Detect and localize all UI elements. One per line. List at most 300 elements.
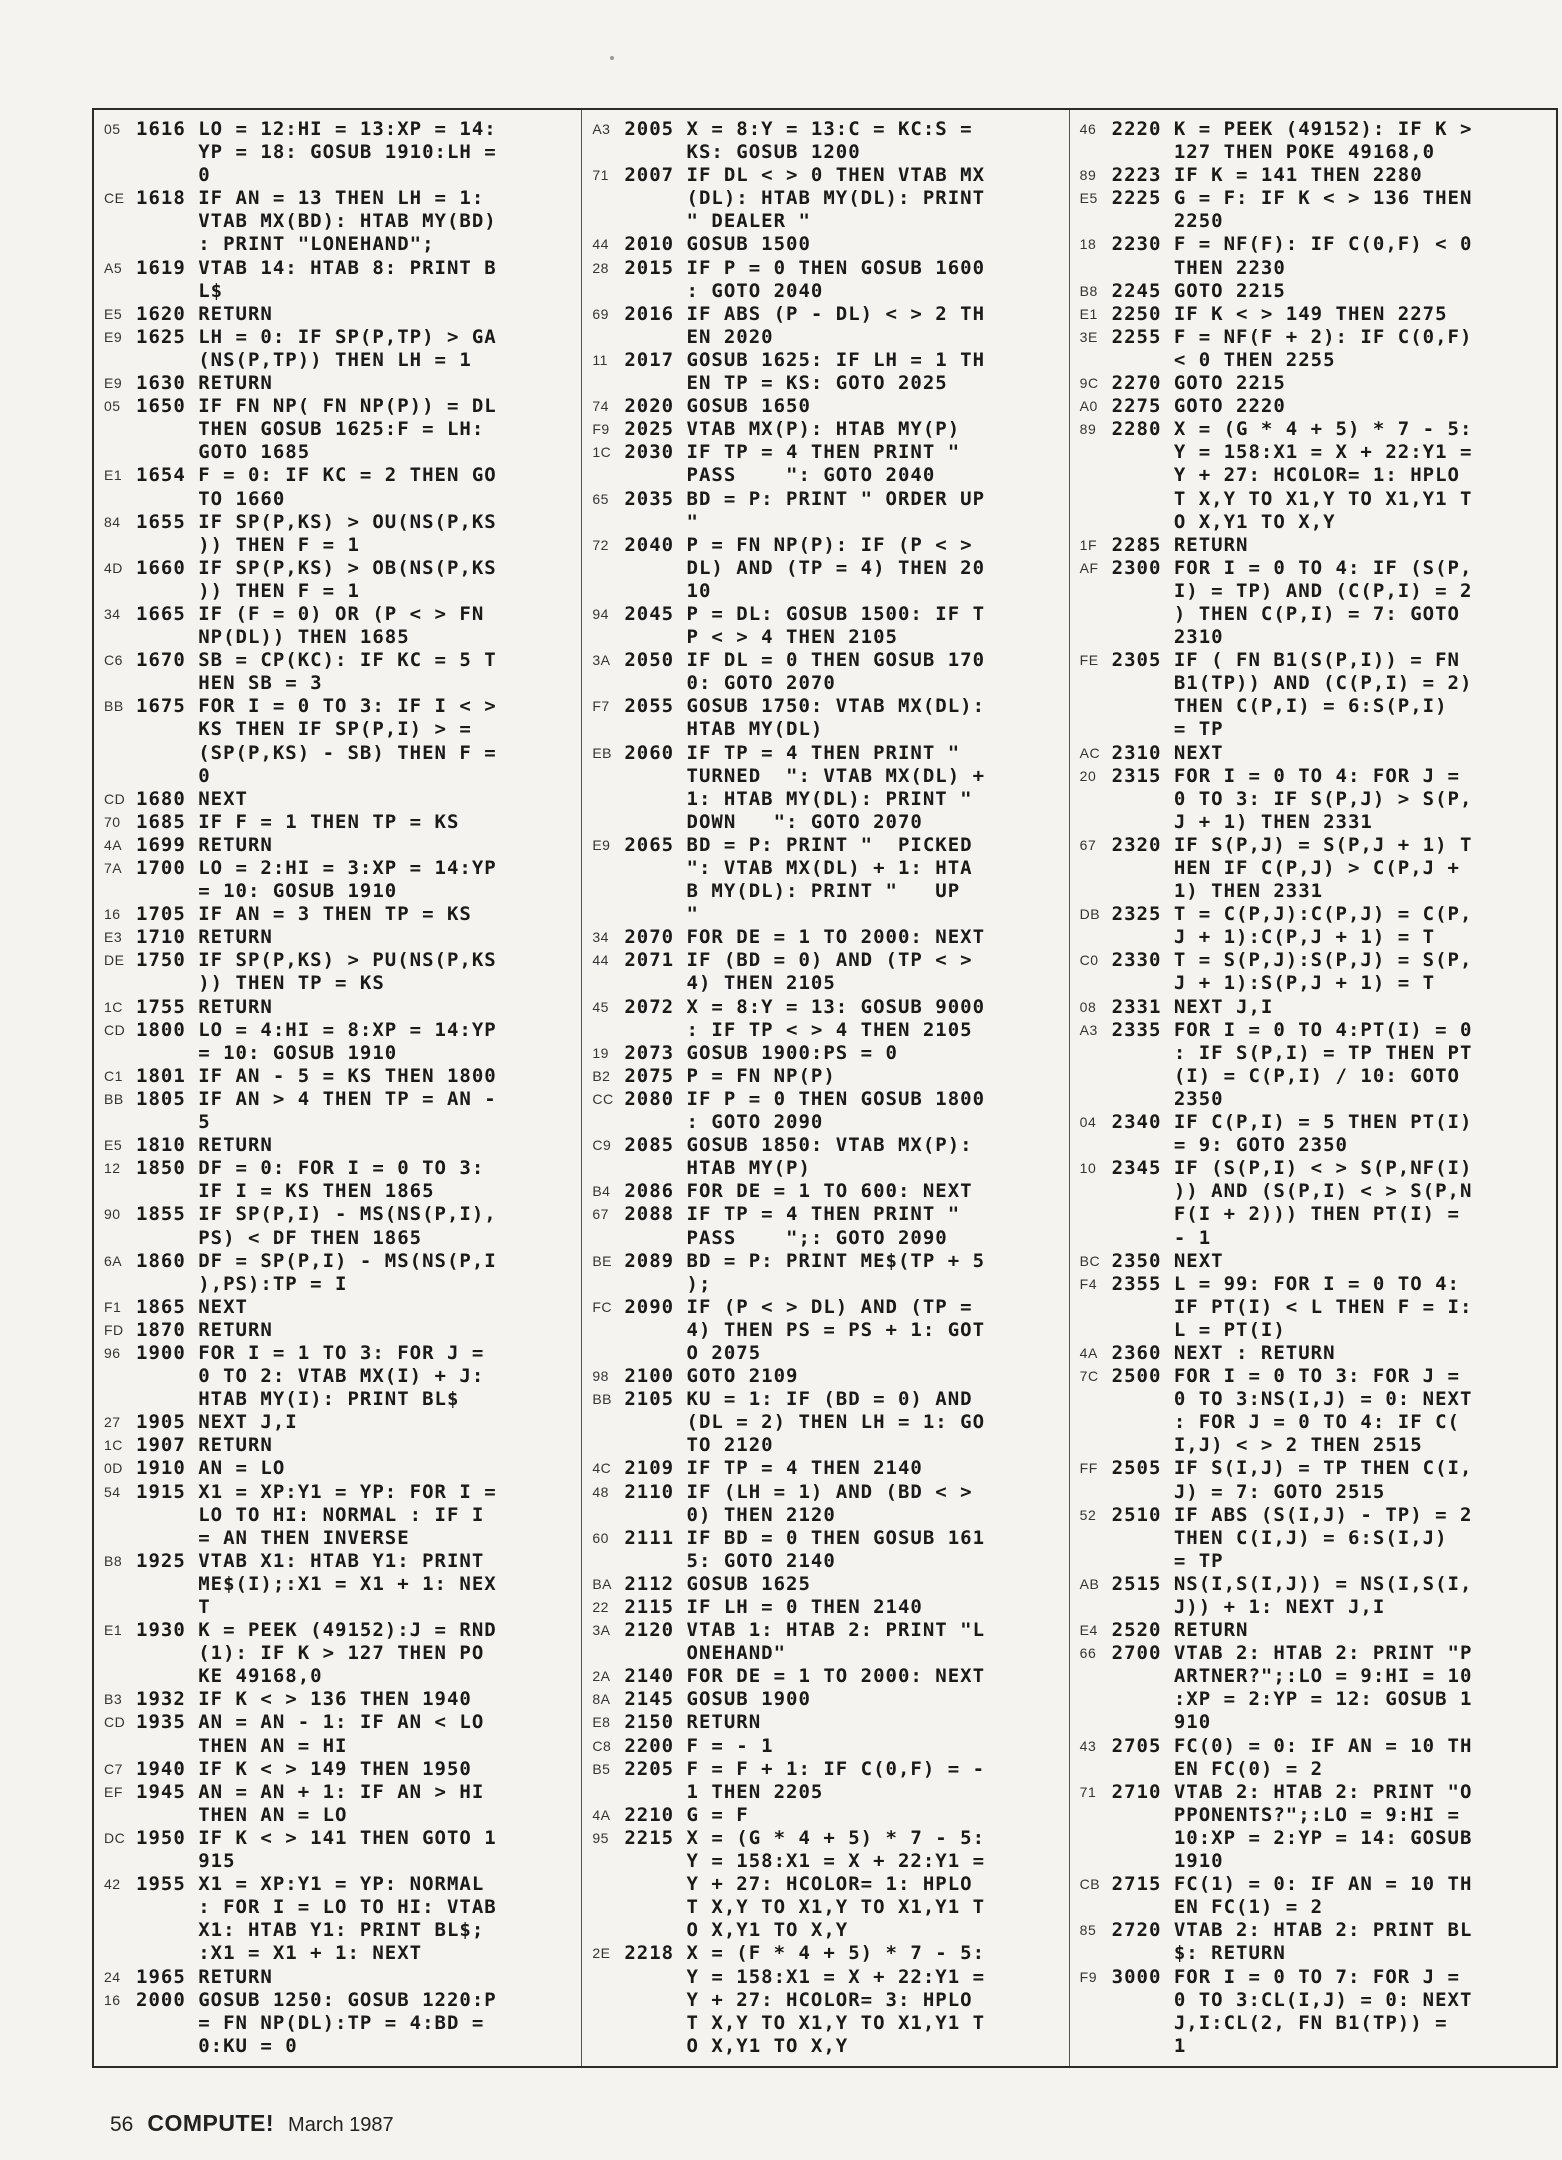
- code-line: [1080, 765, 1552, 834]
- checksum: CD: [104, 1021, 126, 1038]
- code-line: [592, 1665, 1064, 1688]
- code-line: [104, 603, 577, 649]
- code-text: 2007 IF DL < > 0 THEN VTAB MX (DL): HTAB MY(DL): PRINT " DEALER ": [624, 164, 986, 233]
- code-text: 2100 GOTO 2109: [624, 1365, 799, 1388]
- checksum: 3E: [1079, 328, 1098, 345]
- code-text: 2270 GOTO 2215: [1111, 372, 1286, 395]
- code-line: [592, 603, 1064, 649]
- code-line: [592, 695, 1064, 741]
- code-text: 2112 GOSUB 1625: [624, 1572, 811, 1595]
- code-text: 1630 RETURN: [136, 372, 273, 395]
- checksum: F9: [592, 421, 610, 438]
- code-text: 2055 GOSUB 1750: VTAB MX(DL): HTAB MY(DL): [624, 695, 986, 741]
- checksum: 7C: [1079, 1368, 1099, 1385]
- checksum: 22: [592, 1599, 609, 1615]
- code-line: [1080, 1573, 1552, 1619]
- code-line: [592, 418, 1064, 441]
- checksum: E5: [104, 1137, 123, 1154]
- code-text: 2000 GOSUB 1250: GOSUB 1220:P = FN NP(DL):TP = 4:BD = 0:KU = 0: [136, 1988, 497, 2057]
- checksum: C1: [104, 1067, 123, 1084]
- code-text: 1805 IF AN > 4 THEN TP = AN - 5: [136, 1087, 497, 1134]
- code-line: [104, 1989, 577, 2058]
- code-line: [1080, 280, 1552, 303]
- code-line: [592, 1573, 1064, 1596]
- code-line: [592, 1457, 1064, 1480]
- decorative-dot: [610, 56, 614, 60]
- checksum: A3: [592, 121, 611, 137]
- checksum: 4A: [1079, 1344, 1098, 1361]
- checksum: B2: [592, 1067, 611, 1084]
- checksum: 34: [592, 929, 609, 946]
- checksum: 2A: [592, 1668, 611, 1685]
- checksum: 05: [104, 121, 121, 137]
- checksum: 89: [1079, 421, 1097, 438]
- code-line: [104, 1203, 577, 1249]
- code-text: 2060 IF TP = 4 THEN PRINT " TURNED ": VTAB MX(DL) + 1: HTAB MY(DL): PRINT " DOWN ": GOTO 2070: [624, 741, 986, 833]
- code-text: 2218 X = (F * 4 + 5) * 7 - 5: Y = 158:X1 = X + 22:Y1 = Y + 27: HCOLOR= 3: HPLO T X,Y TO X1,Y TO X1,Y1 T O X,Y1 TO X,Y: [624, 1942, 986, 2057]
- code-line: [104, 1065, 577, 1088]
- code-line: [592, 1481, 1064, 1527]
- code-text: 2070 FOR DE = 1 TO 2000: NEXT: [624, 926, 986, 949]
- code-text: 1850 DF = 0: FOR I = 0 TO 3: IF I = KS THEN 1865: [136, 1157, 485, 1203]
- checksum: 69: [592, 305, 609, 322]
- code-text: 2331 NEXT J,I: [1111, 995, 1274, 1018]
- code-line: [592, 1758, 1064, 1804]
- code-line: [1080, 1019, 1552, 1111]
- code-text: 2215 X = (G * 4 + 5) * 7 - 5: Y = 158:X1 = X + 22:Y1 = Y + 27: HCOLOR= 1: HPLO T X,Y TO X1,Y TO X1,Y1 T O X,Y1 TO X,Y: [624, 1826, 986, 1942]
- code-line: [592, 1619, 1064, 1665]
- code-line: [104, 1019, 577, 1065]
- code-line: [592, 649, 1064, 695]
- checksum: 16: [104, 1991, 121, 2008]
- checksum: DB: [1079, 906, 1101, 923]
- code-line: [592, 233, 1064, 256]
- code-text: 2086 FOR DE = 1 TO 600: NEXT: [624, 1180, 973, 1203]
- checksum: 70: [104, 813, 121, 830]
- code-text: 1925 VTAB X1: HTAB Y1: PRINT ME$(I);:X1 = X1 + 1: NEX T: [136, 1549, 497, 1618]
- code-text: 2015 IF P = 0 THEN GOSUB 1600 : GOTO 2040: [624, 256, 986, 302]
- code-text: 1620 RETURN: [136, 302, 273, 325]
- code-text: 2071 IF (BD = 0) AND (TP < > 4) THEN 2105: [624, 949, 973, 995]
- listing-column-3: [1069, 110, 1556, 2066]
- checksum: 1C: [104, 998, 123, 1015]
- checksum: CE: [104, 190, 125, 207]
- code-text: 2088 IF TP = 4 THEN PRINT " PASS ";: GOTO 2090: [624, 1203, 961, 1249]
- checksum: E5: [104, 305, 123, 322]
- checksum: 89: [1079, 167, 1097, 184]
- code-text: 2145 GOSUB 1900: [624, 1688, 811, 1711]
- checksum: A0: [1079, 398, 1098, 415]
- code-line: [592, 1250, 1064, 1296]
- code-text: 1950 IF K < > 141 THEN GOTO 1 915: [136, 1826, 497, 1873]
- code-line: [104, 372, 577, 395]
- code-line: [1080, 1273, 1552, 1342]
- checksum: 74: [592, 398, 609, 415]
- code-text: 2700 VTAB 2: HTAB 2: PRINT "P ARTNER?";:LO = 9:HI = 10 :XP = 2:YP = 12: GOSUB 1 910: [1111, 1642, 1473, 1734]
- code-line: [104, 834, 577, 857]
- code-text: 2310 NEXT: [1111, 741, 1224, 764]
- code-line: [592, 164, 1064, 233]
- code-line: [104, 187, 577, 256]
- checksum: C7: [104, 1760, 123, 1777]
- code-line: [1080, 1919, 1552, 1965]
- checksum: F1: [104, 1298, 122, 1315]
- code-line: [1080, 164, 1552, 187]
- code-text: 2075 P = FN NP(P): [624, 1064, 836, 1087]
- checksum: AC: [1079, 744, 1101, 761]
- code-line: [1080, 1504, 1552, 1573]
- checksum: 27: [104, 1414, 121, 1431]
- code-line: [592, 1942, 1064, 2057]
- page-footer: [110, 2110, 394, 2137]
- code-line: [104, 1550, 577, 1619]
- code-text: 1955 X1 = XP:Y1 = YP: NORMAL : FOR I = LO TO HI: VTAB X1: HTAB Y1: PRINT BL$; :X1 = X1 + 1: NEXT: [136, 1873, 497, 1965]
- checksum: 94: [592, 605, 609, 622]
- checksum: 19: [592, 1044, 609, 1061]
- code-text: 2280 X = (G * 4 + 5) * 7 - 5: Y = 158:X1 = X + 22:Y1 = Y + 27: HCOLOR= 1: HPLO T X,Y TO X1,Y TO X1,Y1 T O X,Y1 TO X,Y: [1111, 418, 1473, 533]
- code-text: 1930 K = PEEK (49152):J = RND (1): IF K > 127 THEN PO KE 49168,0: [136, 1619, 497, 1688]
- code-text: 2085 GOSUB 1850: VTAB MX(P): HTAB MY(P): [624, 1134, 973, 1180]
- code-line: [592, 1827, 1064, 1942]
- code-text: 1870 RETURN: [136, 1318, 273, 1341]
- checksum: 90: [104, 1206, 121, 1223]
- code-text: 2325 T = C(P,J):C(P,J) = C(P, J + 1):C(P,J + 1) = T: [1111, 903, 1473, 949]
- code-text: 2025 VTAB MX(P): HTAB MY(P): [624, 418, 961, 441]
- code-line: [104, 1434, 577, 1457]
- code-text: 2223 IF K = 141 THEN 2280: [1111, 164, 1423, 187]
- code-line: [104, 1827, 577, 1873]
- code-line: [104, 1711, 577, 1757]
- code-line: [104, 303, 577, 326]
- checksum: CD: [104, 790, 126, 807]
- code-line: [1080, 649, 1552, 741]
- code-line: [1080, 834, 1552, 903]
- code-line: [1080, 1642, 1552, 1734]
- code-line: [104, 118, 577, 187]
- code-line: [104, 1342, 577, 1411]
- checksum: 24: [104, 1968, 121, 1985]
- code-text: 2510 IF ABS (S(I,J) - TP) = 2 THEN C(I,J) = 6:S(I,J) = TP: [1111, 1503, 1473, 1572]
- code-line: [1080, 233, 1552, 279]
- checksum: 1F: [1079, 536, 1097, 553]
- checksum: 7A: [104, 860, 123, 876]
- code-text: 2330 T = S(P,J):S(P,J) = S(P, J + 1):S(P,J + 1) = T: [1111, 949, 1473, 995]
- checksum: 16: [104, 906, 121, 923]
- code-text: 2350 NEXT: [1111, 1249, 1224, 1272]
- code-text: 2089 BD = P: PRINT ME$(TP + 5 );: [624, 1249, 986, 1295]
- checksum: E4: [1079, 1622, 1098, 1639]
- code-text: 2210 G = F: [624, 1803, 749, 1826]
- checksum: 18: [1079, 236, 1097, 253]
- code-line: [104, 996, 577, 1019]
- checksum: DE: [104, 952, 125, 969]
- code-line: [104, 788, 577, 811]
- code-line: [592, 1527, 1064, 1573]
- code-line: [1080, 1457, 1552, 1503]
- code-text: 2720 VTAB 2: HTAB 2: PRINT BL $: RETURN: [1111, 1919, 1473, 1965]
- checksum: CD: [104, 1714, 126, 1731]
- code-text: 2340 IF C(P,I) = 5 THEN PT(I) = 9: GOTO 2350: [1111, 1111, 1473, 1157]
- checksum: BE: [592, 1252, 613, 1269]
- code-text: 1860 DF = SP(P,I) - MS(NS(P,I ),PS):TP = I: [136, 1249, 497, 1295]
- checksum: AB: [1079, 1575, 1100, 1592]
- checksum: EF: [104, 1783, 123, 1800]
- code-line: [592, 303, 1064, 349]
- checksum: 2E: [592, 1945, 611, 1962]
- code-text: 3000 FOR I = 0 TO 7: FOR J = 0 TO 3:CL(I,J) = 0: NEXT J,I:CL(2, FN B1(TP)) = 1: [1111, 1965, 1473, 2057]
- code-text: 2020 GOSUB 1650: [624, 395, 811, 418]
- checksum: E9: [104, 375, 123, 392]
- code-text: 1650 IF FN NP( FN NP(P)) = DL THEN GOSUB 1625:F = LH: GOTO 1685: [136, 395, 497, 464]
- code-text: 1910 AN = LO: [136, 1457, 286, 1480]
- checksum: C0: [1079, 952, 1099, 969]
- code-text: 2045 P = DL: GOSUB 1500: IF T P < > 4 THEN 2105: [624, 602, 986, 649]
- code-text: 2355 L = 99: FOR I = 0 TO 4: IF PT(I) < L THEN F = I: L = PT(I): [1111, 1272, 1473, 1341]
- page-number: 56: [110, 2113, 134, 2136]
- code-line: [104, 1758, 577, 1781]
- checksum: 10: [1079, 1160, 1097, 1177]
- code-line: [592, 1596, 1064, 1619]
- code-text: 2515 NS(I,S(I,J)) = NS(I,S(I, J)) + 1: NEXT J,I: [1111, 1572, 1473, 1618]
- code-text: 2065 BD = P: PRINT " PICKED ": VTAB MX(DL) + 1: HTA B MY(DL): PRINT " UP ": [624, 833, 973, 926]
- code-text: 1900 FOR I = 1 TO 3: FOR J = 0 TO 2: VTAB MX(I) + J: HTAB MY(I): PRINT BL$: [136, 1341, 485, 1411]
- checksum: 42: [104, 1876, 121, 1893]
- checksum: 45: [592, 998, 609, 1015]
- code-line: [1080, 372, 1552, 395]
- code-line: [592, 1134, 1064, 1180]
- code-line: [104, 1157, 577, 1203]
- code-text: 1700 LO = 2:HI = 3:XP = 14:YP = 10: GOSUB 1910: [136, 857, 497, 903]
- code-text: 1865 NEXT: [136, 1295, 248, 1318]
- code-text: 2120 VTAB 1: HTAB 2: PRINT "L ONEHAND": [624, 1619, 986, 1665]
- code-line: [104, 1319, 577, 1342]
- code-text: 2225 G = F: IF K < > 136 THEN 2250: [1111, 187, 1473, 233]
- code-line: [592, 1688, 1064, 1711]
- code-text: 1654 F = 0: IF KC = 2 THEN GO TO 1660: [136, 464, 497, 510]
- code-line: [104, 811, 577, 834]
- code-line: [592, 1088, 1064, 1134]
- code-text: 1801 IF AN - 5 = KS THEN 1800: [136, 1064, 497, 1087]
- code-line: [592, 534, 1064, 603]
- code-line: [104, 511, 577, 557]
- checksum: 98: [592, 1368, 609, 1385]
- checksum: E1: [104, 1622, 123, 1639]
- checksum: CB: [1079, 1876, 1101, 1893]
- code-line: [592, 1042, 1064, 1065]
- code-text: 1705 IF AN = 3 THEN TP = KS: [136, 903, 472, 926]
- code-line: [592, 1365, 1064, 1388]
- code-text: 1675 FOR I = 0 TO 3: IF I < > KS THEN IF SP(P,I) > = (SP(P,KS) - SB) THEN F = 0: [136, 695, 497, 787]
- checksum: BB: [592, 1391, 613, 1408]
- code-line: [104, 257, 577, 303]
- code-text: 1655 IF SP(P,KS) > OU(NS(P,KS )) THEN F = 1: [136, 510, 497, 556]
- checksum: BB: [104, 1090, 124, 1107]
- checksum: 34: [104, 605, 121, 622]
- code-text: 1800 LO = 4:HI = 8:XP = 14:YP = 10: GOSUB 1910: [136, 1018, 497, 1064]
- code-text: 2115 IF LH = 0 THEN 2140: [624, 1596, 923, 1618]
- checksum: 9C: [1079, 375, 1099, 392]
- code-line: [104, 395, 577, 464]
- code-line: [592, 1804, 1064, 1827]
- code-line: [1080, 949, 1552, 995]
- code-line: [592, 1065, 1064, 1088]
- checksum: 44: [592, 236, 609, 253]
- checksum: 44: [592, 952, 609, 969]
- code-line: [592, 1388, 1064, 1457]
- checksum: AF: [1079, 559, 1099, 576]
- listing-column-1: [94, 110, 581, 2066]
- code-text: 1685 IF F = 1 THEN TP = KS: [136, 810, 460, 833]
- code-line: [104, 464, 577, 510]
- checksum: 67: [592, 1206, 609, 1223]
- checksum: E1: [104, 467, 123, 484]
- code-text: 1665 IF (F = 0) OR (P < > FN NP(DL)) THEN 1685: [136, 602, 485, 649]
- code-text: 2030 IF TP = 4 THEN PRINT " PASS ": GOTO 2040: [624, 441, 961, 487]
- code-line: [104, 1781, 577, 1827]
- checksum: 6A: [104, 1252, 123, 1269]
- code-line: [1080, 1873, 1552, 1919]
- code-text: 1616 LO = 12:HI = 13:XP = 14: YP = 18: GOSUB 1910:LH = 0: [136, 118, 497, 187]
- code-line: [1080, 1619, 1552, 1642]
- checksum: 3A: [592, 1622, 611, 1639]
- code-line: [592, 1296, 1064, 1365]
- code-text: 2150 RETURN: [624, 1711, 762, 1734]
- code-line: [1080, 996, 1552, 1019]
- code-text: 2305 IF ( FN B1(S(P,I)) = FN B1(TP)) AND (C(P,I) = 2) THEN C(P,I) = 6:S(P,I) = TP: [1111, 649, 1473, 741]
- code-line: [1080, 1250, 1552, 1273]
- code-line: [592, 1711, 1064, 1734]
- code-line: [104, 649, 577, 695]
- code-text: 1935 AN = AN - 1: IF AN < LO THEN AN = HI: [136, 1711, 485, 1757]
- checksum: 20: [1079, 767, 1097, 784]
- code-line: [104, 1296, 577, 1319]
- code-line: [1080, 1966, 1552, 2058]
- code-line: [592, 742, 1064, 834]
- checksum: B8: [104, 1552, 123, 1569]
- code-text: 2220 K = PEEK (49152): IF K > 127 THEN POKE 49168,0: [1111, 118, 1473, 164]
- checksum: BC: [1079, 1252, 1101, 1269]
- code-text: 2200 F = - 1: [624, 1734, 774, 1757]
- code-text: 2230 F = NF(F): IF C(0,F) < 0 THEN 2230: [1111, 233, 1473, 279]
- code-text: 2285 RETURN: [1111, 533, 1249, 556]
- checksum: 54: [104, 1483, 121, 1500]
- code-line: [1080, 557, 1552, 649]
- code-text: 2040 P = FN NP(P): IF (P < > DL) AND (TP = 4) THEN 20 10: [624, 533, 986, 602]
- code-line: [1080, 1157, 1552, 1249]
- code-text: 1755 RETURN: [136, 995, 273, 1018]
- code-line: [104, 1457, 577, 1480]
- code-line: [104, 695, 577, 787]
- checksum: 60: [592, 1529, 609, 1546]
- checksum: FF: [1079, 1460, 1098, 1477]
- checksum: B3: [104, 1691, 123, 1708]
- issue-date: March 1987: [288, 2114, 394, 2136]
- checksum: C6: [104, 652, 123, 669]
- checksum: 52: [1079, 1506, 1097, 1523]
- code-text: 1945 AN = AN + 1: IF AN > HI THEN AN = LO: [136, 1780, 485, 1826]
- magazine-name: COMPUTE!: [147, 2110, 275, 2136]
- checksum: 71: [592, 167, 609, 184]
- code-line: [592, 1735, 1064, 1758]
- checksum: B8: [1079, 282, 1098, 299]
- checksum: 85: [1079, 1922, 1097, 1939]
- code-line: [104, 949, 577, 995]
- code-text: 1670 SB = CP(KC): IF KC = 5 T HEN SB = 3: [136, 649, 497, 695]
- code-text: 2345 IF (S(P,I) < > S(P,NF(I) )) AND (S(P,I) < > S(P,N F(I + 2))) THEN PT(I) = - 1: [1111, 1157, 1473, 1249]
- code-line: [592, 488, 1064, 534]
- code-text: 2072 X = 8:Y = 13: GOSUB 9000 : IF TP < > 4 THEN 2105: [624, 995, 986, 1041]
- code-text: 2005 X = 8:Y = 13:C = KC:S = KS: GOSUB 1200: [624, 118, 973, 164]
- code-text: 1907 RETURN: [136, 1434, 273, 1457]
- code-line: [104, 1088, 577, 1134]
- code-text: 2050 IF DL = 0 THEN GOSUB 170 0: GOTO 2070: [624, 649, 986, 695]
- checksum: BA: [592, 1575, 613, 1592]
- code-line: [1080, 1781, 1552, 1873]
- code-line: [104, 1411, 577, 1434]
- code-line: [104, 1966, 577, 1989]
- code-line: [592, 441, 1064, 487]
- code-line: [104, 1619, 577, 1688]
- checksum: 84: [104, 513, 121, 530]
- code-text: 2035 BD = P: PRINT " ORDER UP ": [624, 487, 986, 533]
- code-text: 1905 NEXT J,I: [136, 1411, 298, 1434]
- code-text: 2205 F = F + 1: IF C(0,F) = - 1 THEN 2205: [624, 1757, 986, 1803]
- checksum: E9: [592, 836, 611, 853]
- code-text: 2110 IF (LH = 1) AND (BD < > 0) THEN 2120: [624, 1480, 973, 1526]
- checksum: F7: [592, 698, 610, 715]
- code-line: [104, 1688, 577, 1711]
- code-line: [592, 1203, 1064, 1249]
- checksum: E3: [104, 929, 123, 946]
- code-line: [1080, 742, 1552, 765]
- code-text: 1710 RETURN: [136, 926, 273, 949]
- checksum: 11: [592, 351, 608, 368]
- checksum: 46: [1079, 121, 1097, 137]
- code-text: 2520 RETURN: [1111, 1619, 1249, 1642]
- code-text: 1915 X1 = XP:Y1 = YP: FOR I = LO TO HI: NORMAL : IF I = AN THEN INVERSE: [136, 1480, 497, 1549]
- code-text: 2111 IF BD = 0 THEN GOSUB 161 5: GOTO 2140: [624, 1526, 986, 1572]
- code-text: 1940 IF K < > 149 THEN 1950: [136, 1757, 472, 1780]
- code-line: [1080, 1111, 1552, 1157]
- checksum: 05: [104, 398, 121, 415]
- code-line: [1080, 418, 1552, 533]
- code-text: 2715 FC(1) = 0: IF AN = 10 TH EN FC(1) = 2: [1111, 1873, 1473, 1919]
- code-text: 2080 IF P = 0 THEN GOSUB 1800 : GOTO 2090: [624, 1087, 986, 1134]
- code-line: [1080, 303, 1552, 326]
- code-line: [104, 1134, 577, 1157]
- code-line: [104, 926, 577, 949]
- code-line: [592, 1180, 1064, 1203]
- code-line: [104, 557, 577, 603]
- checksum: C9: [592, 1137, 612, 1154]
- checksum: B4: [592, 1183, 611, 1200]
- checksum: E9: [104, 328, 123, 345]
- checksum: 4D: [104, 559, 123, 576]
- code-line: [104, 326, 577, 372]
- code-line: [592, 996, 1064, 1042]
- code-line: [104, 1873, 577, 1965]
- code-text: 1619 VTAB 14: HTAB 8: PRINT B L$: [136, 256, 497, 302]
- checksum: 4C: [592, 1460, 612, 1477]
- code-line: [104, 1250, 577, 1296]
- code-line: [104, 857, 577, 903]
- code-text: 1699 RETURN: [136, 833, 273, 856]
- checksum: E1: [1079, 305, 1098, 322]
- checksum: FE: [1079, 652, 1099, 669]
- code-text: 2505 IF S(I,J) = TP THEN C(I, J) = 7: GOTO 2515: [1111, 1457, 1473, 1503]
- checksum: 3A: [592, 652, 611, 669]
- code-text: 1810 RETURN: [136, 1134, 273, 1157]
